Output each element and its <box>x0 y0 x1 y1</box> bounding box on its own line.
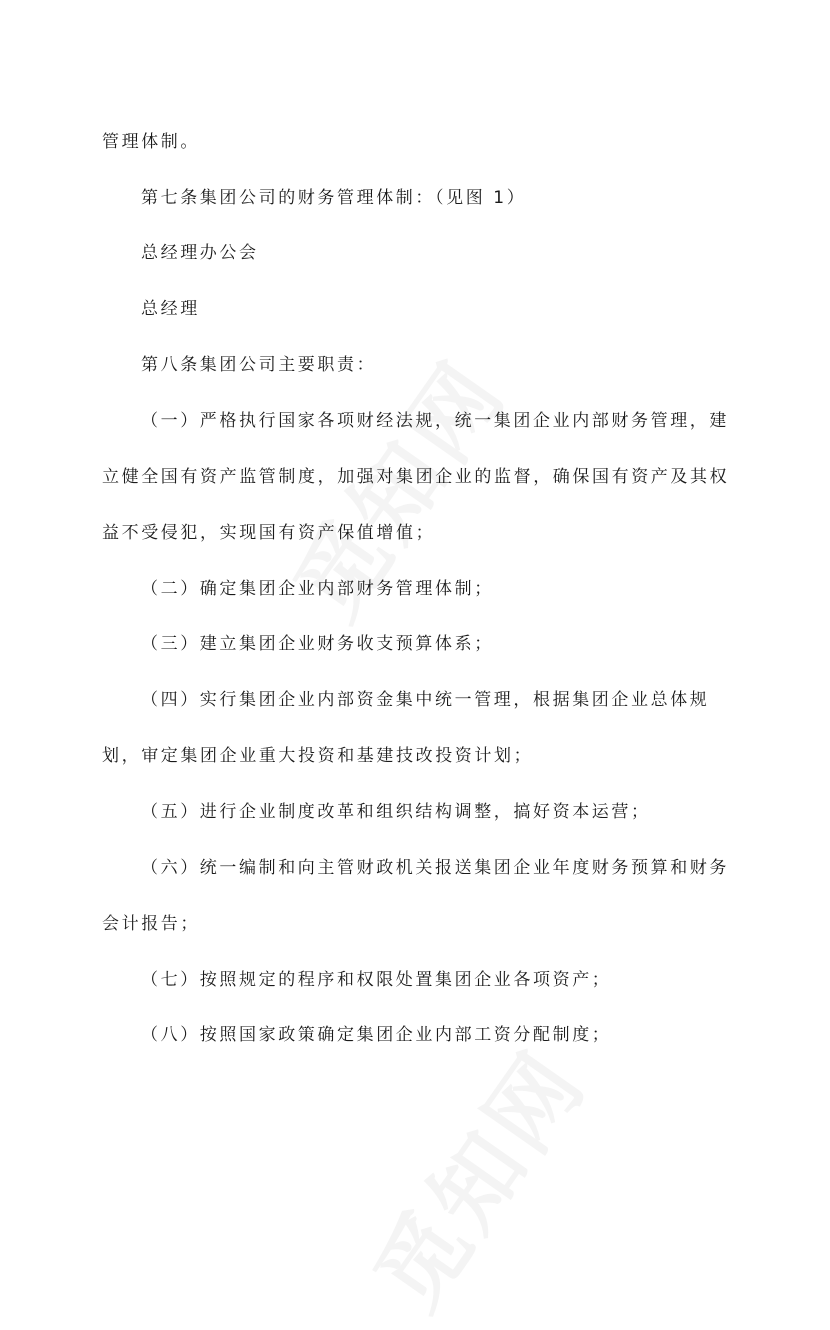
paragraph-line: 第八条集团公司主要职责： <box>141 355 377 375</box>
paragraph-line: （五）进行企业制度改革和组织结构调整，搞好资本运营； <box>141 802 651 822</box>
paragraph-line: 会计报告； <box>102 914 200 934</box>
paragraph-line: 总经理 <box>141 299 200 319</box>
watermark-bottom <box>338 1020 610 1330</box>
paragraph-line: 总经理办公会 <box>141 243 259 263</box>
paragraph-line: 划，审定集团企业重大投资和基建技改投资计划； <box>102 746 534 766</box>
paragraph-line: （二）确定集团企业内部财务管理体制； <box>141 579 494 599</box>
paragraph-line: （八）按照国家政策确定集团企业内部工资分配制度； <box>141 1025 612 1045</box>
paragraph-line: （四）实行集团企业内部资金集中统一管理，根据集团企业总体规 <box>141 690 710 710</box>
paragraph-line: 管理体制。 <box>102 132 200 152</box>
paragraph-line: （七）按照规定的程序和权限处置集团企业各项资产； <box>141 970 612 990</box>
paragraph-line: （六）统一编制和向主管财政机关报送集团企业年度财务预算和财务 <box>141 858 729 878</box>
paragraph-line: （一）严格执行国家各项财经法规，统一集团企业内部财务管理，建 <box>141 411 729 431</box>
paragraph-line: 益不受侵犯，实现国有资产保值增值； <box>102 523 436 543</box>
paragraph-line: （三）建立集团企业财务收支预算体系； <box>141 634 494 654</box>
paragraph-line: 立健全国有资产监管制度，加强对集团企业的监督，确保国有资产及其权 <box>102 467 730 487</box>
paragraph-line: 第七条集团公司的财务管理体制：（见图 1） <box>141 188 527 208</box>
